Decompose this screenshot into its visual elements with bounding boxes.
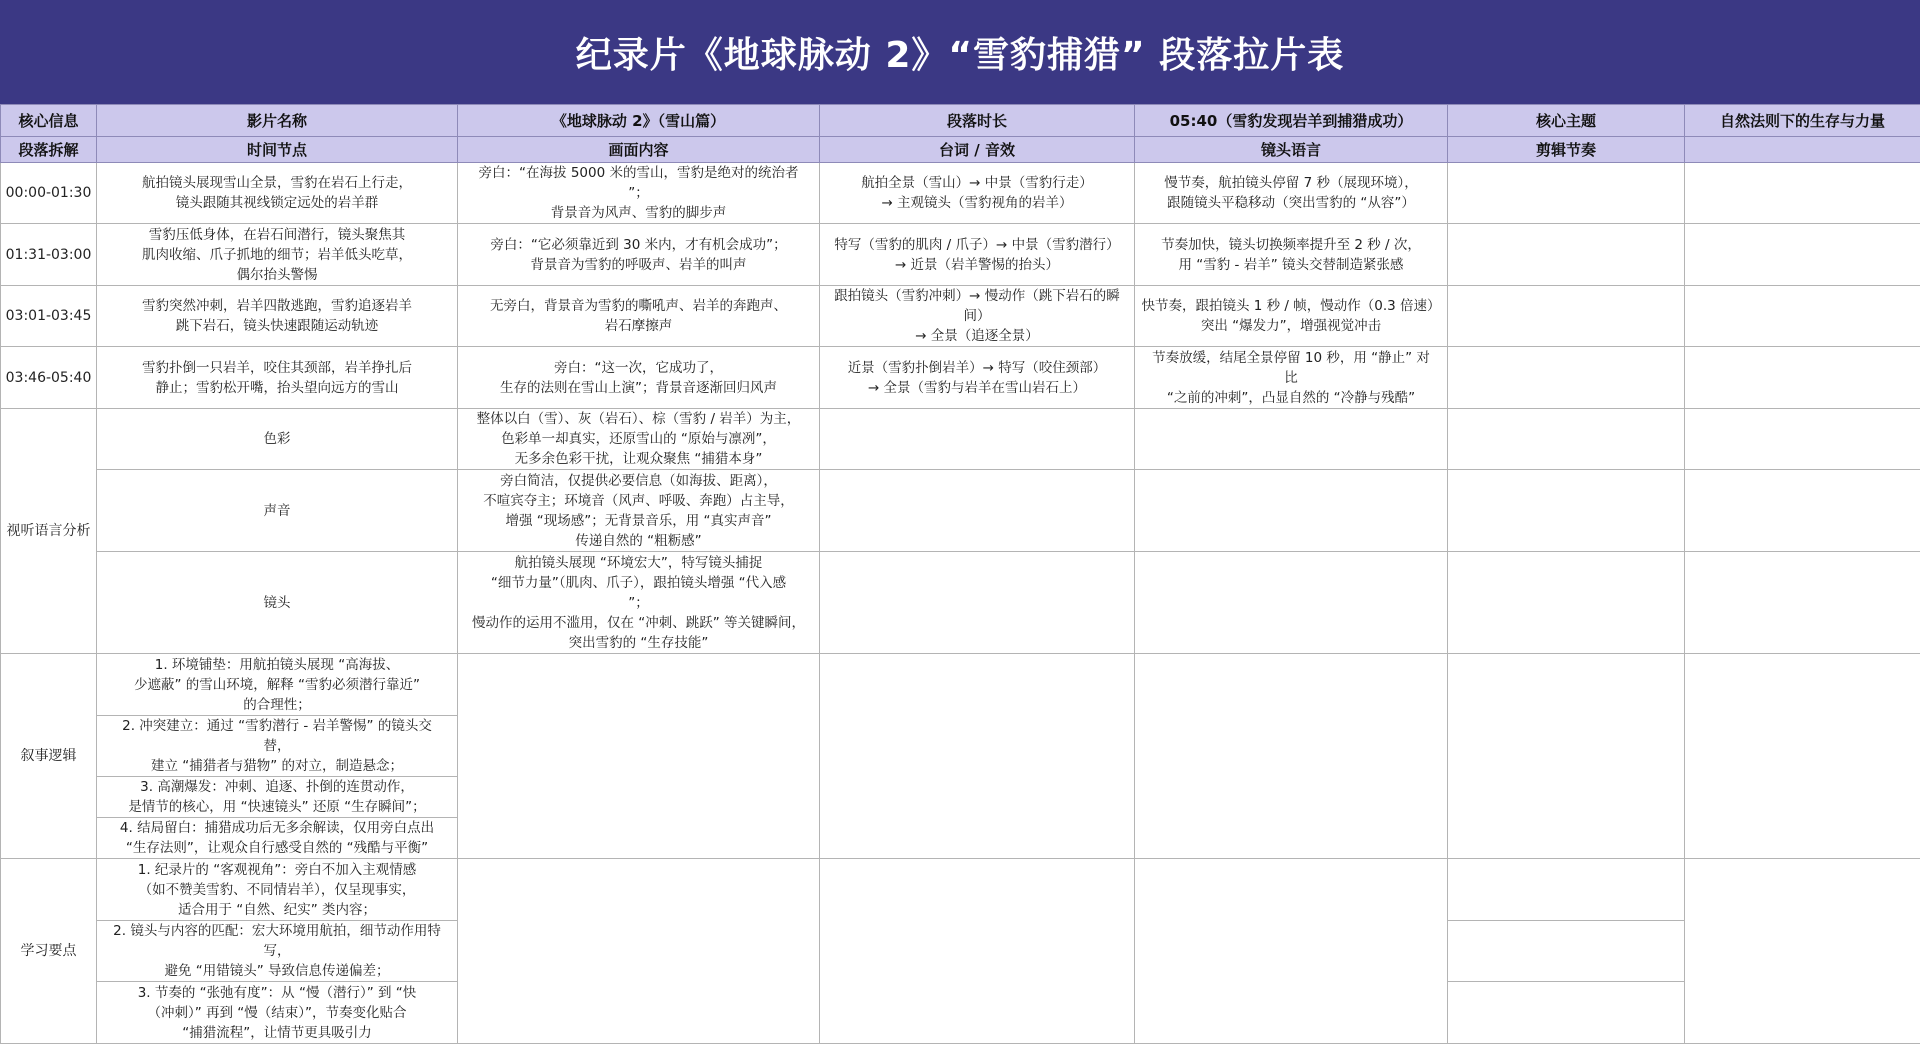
narrative-item: 3. 高潮爆发：冲刺、追逐、扑倒的连贯动作， 是情节的核心，用 “快速镜头” 还原 “生存瞬间”；: [97, 777, 458, 818]
segment-dialogue: 旁白：“这一次，它成功了， 生存的法则在雪山上演”；背景音逐渐回归风声: [458, 347, 820, 409]
segment-picture: 航拍镜头展现雪山全景，雪豹在岩石上行走， 镜头跟随其视线锁定远处的岩羊群: [97, 163, 458, 224]
narrative-item: 2. 冲突建立：通过 “雪豹潜行 - 岩羊警惕” 的镜头交 替， 建立 “捕猎者与猎物” 的对立，制造悬念；: [97, 716, 458, 777]
table-row: [1, 859, 1920, 921]
segment-dialogue: 旁白：“它必须靠近到 30 米内，才有机会成功”； 背景音为雪豹的呼吸声、岩羊的叫声: [458, 224, 820, 286]
empty-cell: [1448, 286, 1685, 347]
segment-rhythm: 快节奏，跟拍镜头 1 秒 / 帧，慢动作（0.3 倍速） 突出 “爆发力”，增强视觉冲击: [1135, 286, 1448, 347]
header-segment-breakdown: 段落拆解: [1, 137, 97, 163]
header-film-name-label: 影片名称: [97, 105, 458, 137]
header-shot-language: 镜头语言: [1135, 137, 1448, 163]
table-row: [1, 163, 1920, 224]
header-core-info: 核心信息: [1, 105, 97, 137]
segment-picture: 雪豹压低身体，在岩石间潜行，镜头聚焦其 肌肉收缩、爪子抓地的细节；岩羊低头吃草， 偶尔抬头警惕: [97, 224, 458, 286]
segment-shot: 跟拍镜头（雪豹冲刺）→ 慢动作（跳下岩石的瞬 间） → 全景（追逐全景）: [820, 286, 1135, 347]
narrative-item: 4. 结局留白：捕猎成功后无多余解读，仅用旁白点出 “生存法则”，让观众自行感受自然的 “残酷与平衡”: [97, 818, 458, 859]
empty-cell: [1685, 347, 1920, 409]
segment-time: 00:00-01:30: [1, 163, 97, 224]
empty-cell: [1135, 654, 1448, 859]
empty-cell: [1685, 859, 1920, 1044]
empty-cell: [820, 470, 1135, 552]
segment-dialogue: 无旁白，背景音为雪豹的嘶吼声、岩羊的奔跑声、 岩石摩擦声: [458, 286, 820, 347]
table-row: [1, 409, 1920, 470]
narrative-label: 叙事逻辑: [1, 654, 97, 859]
table-row: [1, 286, 1920, 347]
segment-time: 03:46-05:40: [1, 347, 97, 409]
empty-cell: [1448, 470, 1685, 552]
learning-item: 2. 镜头与内容的匹配：宏大环境用航拍，细节动作用特 写， 避免 “用错镜头” 导致信息传递偏差；: [97, 921, 458, 982]
header-duration-label: 段落时长: [820, 105, 1135, 137]
av-item-text: 旁白简洁，仅提供必要信息（如海拔、距离）， 不喧宾夺主；环境音（风声、呼吸、奔跑）占主导， 增强 “现场感”；无背景音乐，用 “真实声音” 传递自然的 “粗粝感”: [458, 470, 820, 552]
header-film-name-value: 《地球脉动 2》（雪山篇）: [458, 105, 820, 137]
av-item-name: 色彩: [97, 409, 458, 470]
empty-cell: [1685, 286, 1920, 347]
header-theme-label: 核心主题: [1448, 105, 1685, 137]
table-row: [1, 347, 1920, 409]
empty-cell: [1448, 921, 1685, 982]
empty-cell: [1135, 409, 1448, 470]
segment-rhythm: 慢节奏，航拍镜头停留 7 秒（展现环境）， 跟随镜头平稳移动（突出雪豹的 “从容”）: [1135, 163, 1448, 224]
av-item-text: 整体以白（雪）、灰（岩石）、棕（雪豹 / 岩羊）为主， 色彩单一却真实，还原雪山的 “原始与凛冽”， 无多余色彩干扰，让观众聚焦 “捕猎本身”: [458, 409, 820, 470]
empty-cell: [1685, 552, 1920, 654]
empty-cell: [1448, 654, 1685, 859]
table-row: [1, 654, 1920, 716]
empty-cell: [1685, 654, 1920, 859]
av-item-name: 声音: [97, 470, 458, 552]
empty-cell: [1448, 409, 1685, 470]
empty-cell: [458, 859, 820, 1044]
header-picture-content: 画面内容: [458, 137, 820, 163]
empty-cell: [1135, 552, 1448, 654]
empty-cell: [1448, 982, 1685, 1044]
breakdown-table: [0, 104, 1920, 1044]
empty-cell: [1685, 224, 1920, 286]
empty-cell: [1135, 859, 1448, 1044]
segment-time: 03:01-03:45: [1, 286, 97, 347]
empty-cell: [1448, 163, 1685, 224]
header-dialogue-sound: 台词 / 音效: [820, 137, 1135, 163]
empty-cell: [820, 654, 1135, 859]
segment-shot: 特写（雪豹的肌肉 / 爪子）→ 中景（雪豹潜行） → 近景（岩羊警惕的抬头）: [820, 224, 1135, 286]
empty-cell: [1448, 859, 1685, 921]
empty-cell: [820, 859, 1135, 1044]
header-empty: [1685, 137, 1920, 163]
header-time-node: 时间节点: [97, 137, 458, 163]
empty-cell: [1448, 552, 1685, 654]
narrative-item: 1. 环境铺垫：用航拍镜头展现 “高海拔、 少遮蔽” 的雪山环境，解释 “雪豹必须潜行靠近” 的合理性；: [97, 654, 458, 716]
table-row: [1, 552, 1920, 654]
empty-cell: [1135, 470, 1448, 552]
empty-cell: [1685, 470, 1920, 552]
table-row: [1, 470, 1920, 552]
header-edit-rhythm: 剪辑节奏: [1448, 137, 1685, 163]
segment-rhythm: 节奏加快，镜头切换频率提升至 2 秒 / 次， 用 “雪豹 - 岩羊” 镜头交替制造紧张感: [1135, 224, 1448, 286]
av-item-text: 航拍镜头展现 “环境宏大”，特写镜头捕捉 “细节力量”（肌肉、爪子），跟拍镜头增强 “代入感 ”； 慢动作的运用不滥用，仅在 “冲刺、跳跃” 等关键瞬间， 突出雪豹的 “生存技能”: [458, 552, 820, 654]
empty-cell: [820, 552, 1135, 654]
segment-shot: 近景（雪豹扑倒岩羊）→ 特写（咬住颈部） → 全景（雪豹与岩羊在雪山岩石上）: [820, 347, 1135, 409]
av-item-name: 镜头: [97, 552, 458, 654]
empty-cell: [1448, 224, 1685, 286]
empty-cell: [1448, 347, 1685, 409]
table-row: [1, 224, 1920, 286]
learning-label: 学习要点: [1, 859, 97, 1044]
header-duration-value: 05:40（雪豹发现岩羊到捕猎成功）: [1135, 105, 1448, 137]
segment-picture: 雪豹扑倒一只岩羊，咬住其颈部，岩羊挣扎后 静止；雪豹松开嘴，抬头望向远方的雪山: [97, 347, 458, 409]
segment-picture: 雪豹突然冲刺，岩羊四散逃跑，雪豹追逐岩羊 跳下岩石，镜头快速跟随运动轨迹: [97, 286, 458, 347]
header-row-core-info: [1, 105, 1920, 137]
header-row-columns: [1, 137, 1920, 163]
empty-cell: [1685, 163, 1920, 224]
header-theme-value: 自然法则下的生存与力量: [1685, 105, 1920, 137]
segment-rhythm: 节奏放缓，结尾全景停留 10 秒，用 “静止” 对 比 “之前的冲刺”，凸显自然的 “冷静与残酷”: [1135, 347, 1448, 409]
learning-item: 3. 节奏的 “张弛有度”：从 “慢（潜行）” 到 “快 （冲刺）” 再到 “慢（结束）”，节奏变化贴合 “捕猎流程”，让情节更具吸引力: [97, 982, 458, 1044]
empty-cell: [458, 654, 820, 859]
empty-cell: [1685, 409, 1920, 470]
segment-dialogue: 旁白：“在海拔 5000 米的雪山，雪豹是绝对的统治者 ”； 背景音为风声、雪豹的脚步声: [458, 163, 820, 224]
empty-cell: [820, 409, 1135, 470]
segment-time: 01:31-03:00: [1, 224, 97, 286]
av-analysis-label: 视听语言分析: [1, 409, 97, 654]
learning-item: 1. 纪录片的 “客观视角”：旁白不加入主观情感 （如不赞美雪豹、不同情岩羊），仅呈现事实， 适合用于 “自然、纪实” 类内容；: [97, 859, 458, 921]
page-title: 纪录片《地球脉动 2》“雪豹捕猎” 段落拉片表: [0, 0, 1920, 104]
segment-shot: 航拍全景（雪山）→ 中景（雪豹行走） → 主观镜头（雪豹视角的岩羊）: [820, 163, 1135, 224]
